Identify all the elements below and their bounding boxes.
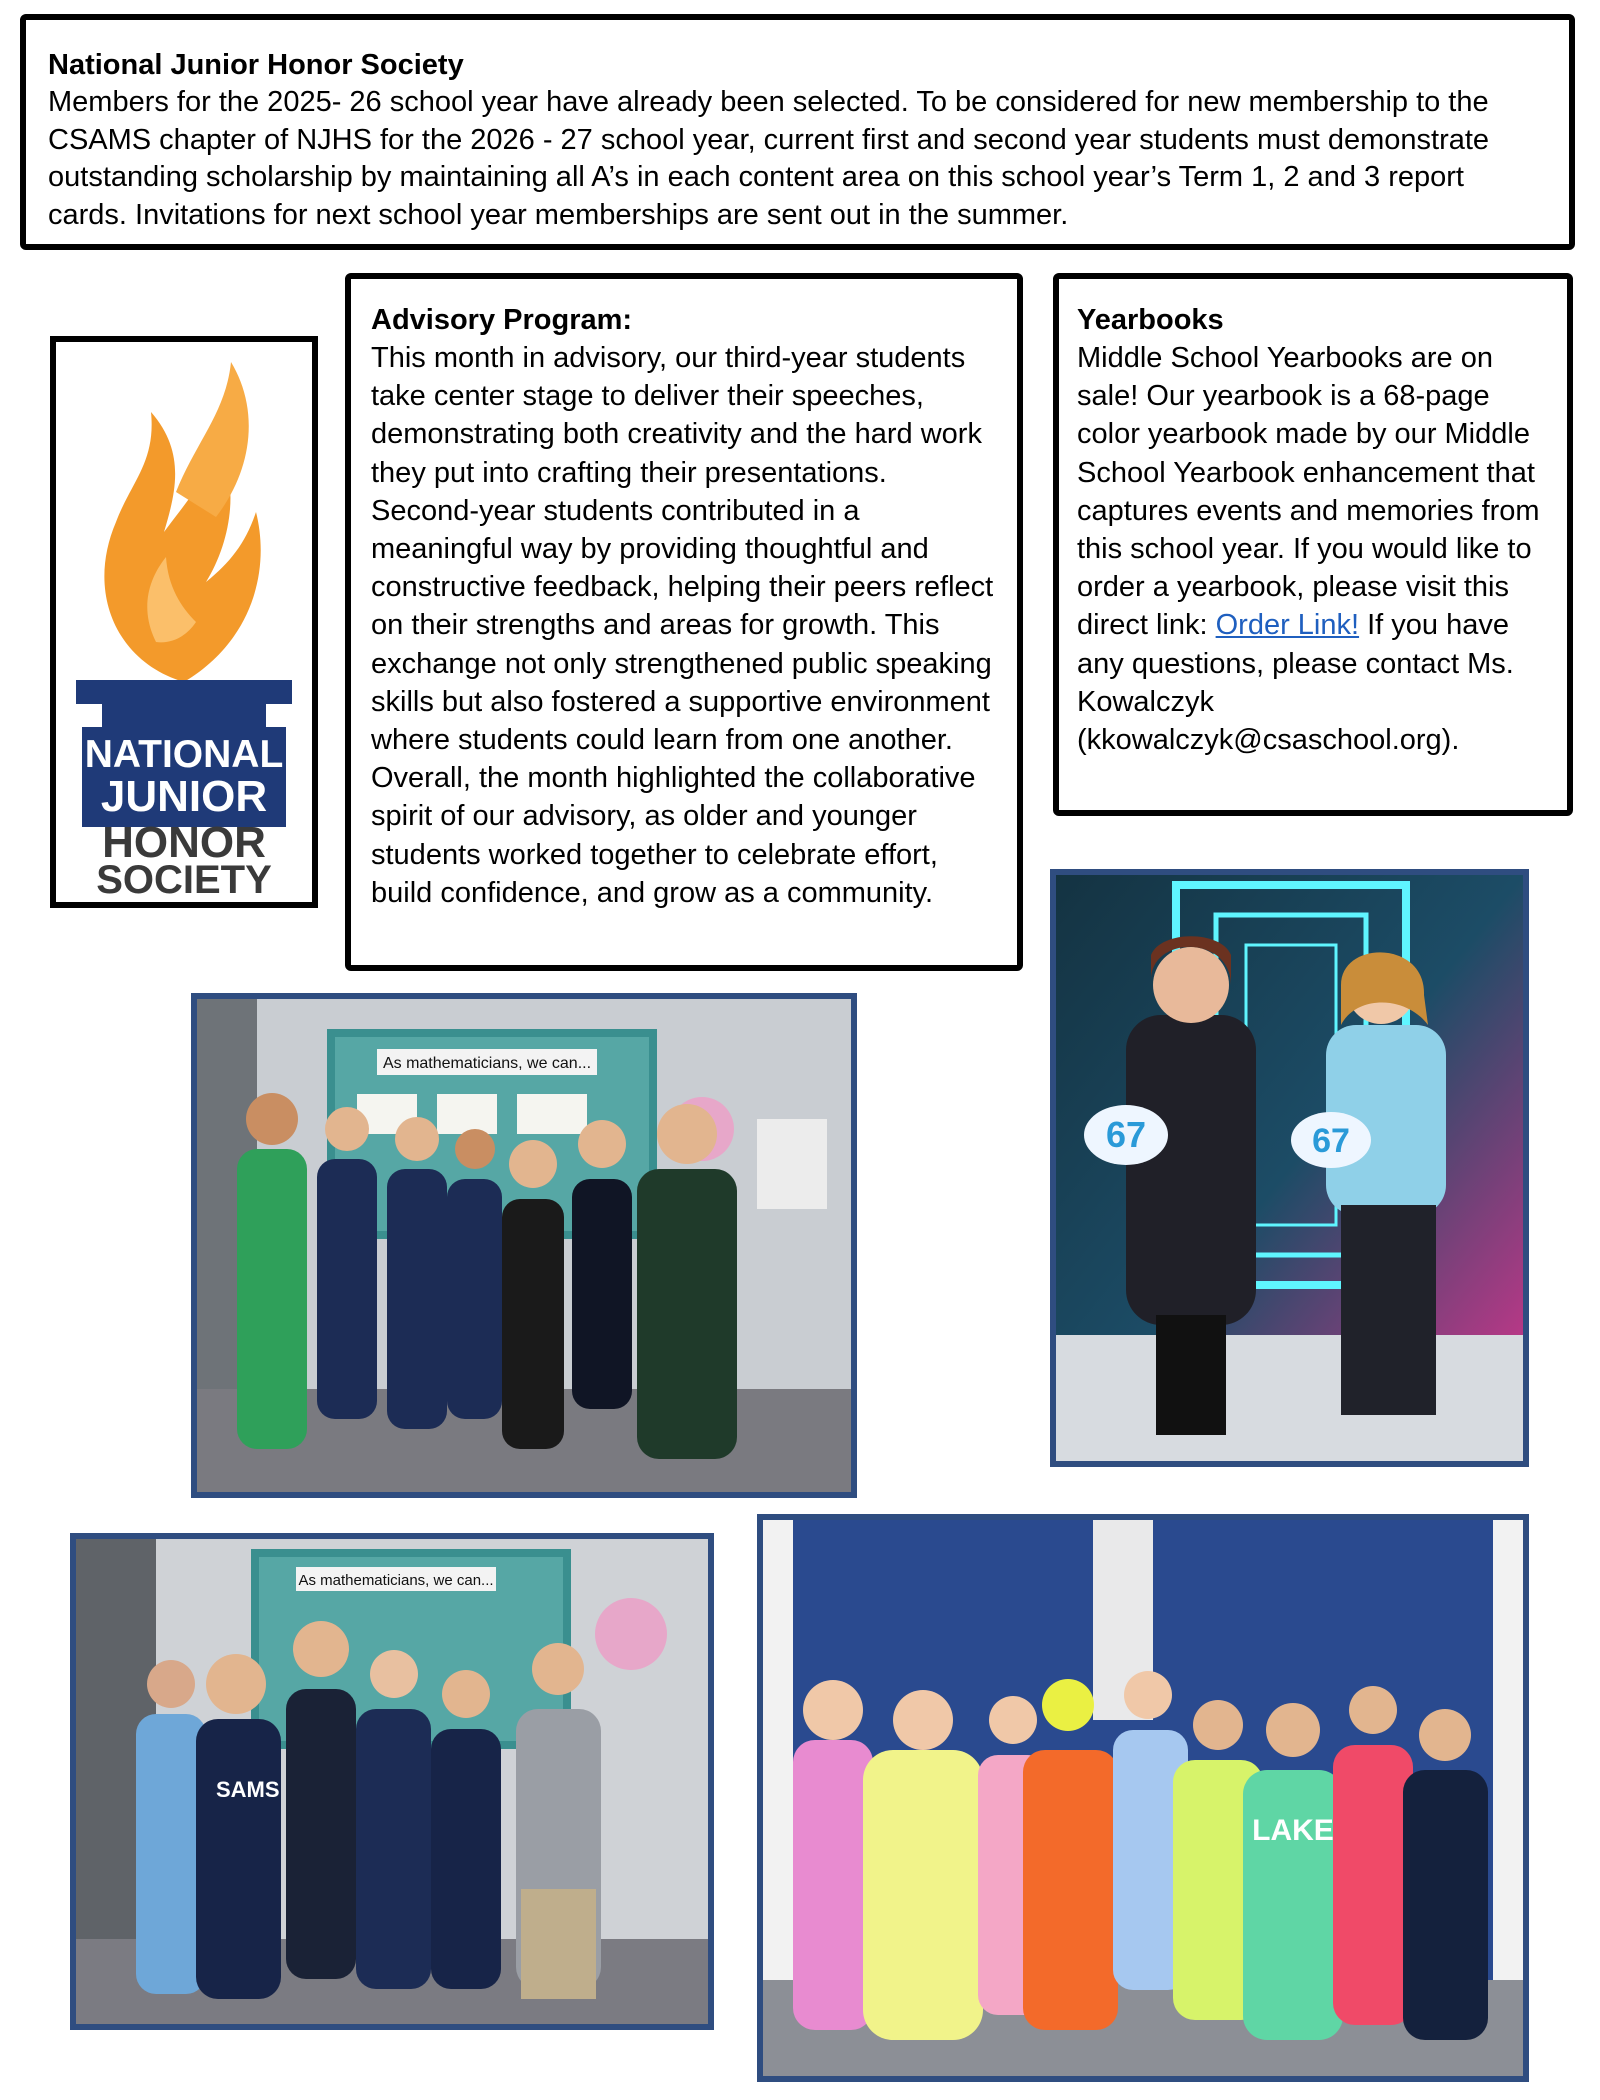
board-heading: As mathematicians, we can... [382, 1055, 592, 1072]
njhs-logo [50, 336, 318, 908]
yearbooks-body-contact: If you have any questions, please contact Ms. Kowalczyk (kkowalczyk@csaschool.org). [1077, 609, 1514, 757]
advisory-program-box [345, 273, 1023, 971]
njhs-heading: National Junior Honor Society [48, 49, 464, 81]
yearbooks-body [1077, 339, 1555, 759]
advisory-group-photo-1 [191, 993, 857, 1498]
logo-line-honor: HONOR [102, 818, 266, 867]
advisory-heading: Advisory Program: [371, 304, 633, 336]
njhs-announcement-box [20, 14, 1575, 250]
number-sign-right-text: 67 [1312, 1122, 1350, 1160]
board-heading: As mathematicians, we can... [298, 1572, 494, 1589]
number-sign-right [1291, 1112, 1371, 1168]
flame-icon [104, 362, 260, 682]
number-sign-left-text: 67 [1105, 1114, 1147, 1155]
order-link[interactable]: Order Link! [1215, 609, 1360, 642]
advisory-group-photo-2 [70, 1533, 714, 2030]
number-sign-left [1084, 1105, 1168, 1165]
neon-day-group-photo [757, 1514, 1529, 2082]
advisory-body: This month in advisory, our third-year students take center stage to deliver their speeches, demonstrating both creativity and the hard work they put into crafting their presentations. Second-year students contributed in a meaningful way by providing thoughtful and constructive feedback, helping their peers reflect on their strengths and areas for growth. This exchange not only strengthened public speaking skills but also fostered a supportive environment where students could learn from one another. Overall, the month highlighted the collaborative spirit of our advisory, as older and younger students worked together to celebrate effort, build confidence, and grow as a community. [371, 342, 994, 909]
yearbooks-box [1053, 273, 1573, 816]
students-67-photo [1050, 869, 1529, 1467]
logo-line-junior: JUNIOR [100, 772, 268, 821]
photo-illustration [763, 1520, 1523, 2076]
njhs-body: Members for the 2025- 26 school year have already been selected. To be considered for new membership to the CSAMS chapter of NJHS for the 2026 - 27 school year, current first and second year students must demonstrate outstanding scholarship by maintaining all A’s in each content area on this school year’s Term 1, 2 and 3 report cards. Invitations for next school year memberships are sent out in the summer. [48, 86, 1490, 231]
photo-illustration [197, 999, 851, 1492]
shirt-logo: SAMS [216, 1777, 280, 1802]
logo-line-national: NATIONAL [84, 733, 284, 776]
shirt-logo: LAKE [1252, 1814, 1334, 1847]
photo-illustration [1056, 875, 1523, 1461]
njhs-flame-logo [56, 342, 312, 902]
logo-line-society: SOCIETY [96, 858, 272, 902]
yearbooks-heading: Yearbooks [1077, 304, 1224, 336]
yearbooks-body-intro: Middle School Yearbooks are on sale! Our yearbook is a 68-page color yearbook made by our Middle School Yearbook enhancement that captures events and memories from this school year. If you would like to order a yearbook, please visit this direct link: [1077, 342, 1540, 642]
photo-illustration [76, 1539, 708, 2024]
